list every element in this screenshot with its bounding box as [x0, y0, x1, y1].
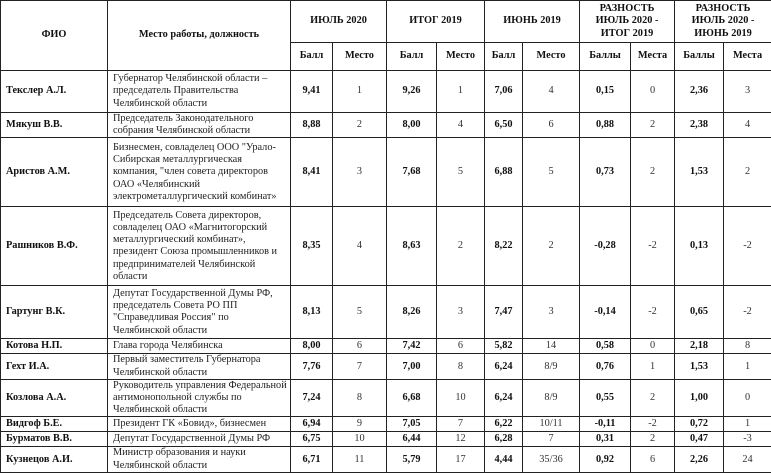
person-position: Первый заместитель Губернатора Челябинской области [108, 354, 291, 379]
table-row [1, 432, 771, 447]
total-2019-score: 7,05 [387, 417, 437, 432]
table-row [1, 379, 771, 417]
diff-total-rank: 0 [631, 71, 675, 113]
diff-total-rank: 1 [631, 354, 675, 379]
june-2019-rank: 7 [523, 432, 580, 447]
person-name: Котова Н.П. [1, 339, 108, 354]
diff-total-rank: 6 [631, 447, 675, 472]
table-row [1, 354, 771, 379]
table-row [1, 447, 771, 472]
diff-total-score: -0,11 [580, 417, 631, 432]
diff-june-rank: -2 [724, 286, 771, 339]
june-2019-rank: 14 [523, 339, 580, 354]
diff-june-rank: 2 [724, 138, 771, 207]
diff-total-score: 0,58 [580, 339, 631, 354]
table-row [1, 71, 771, 113]
diff-june-rank: 1 [724, 354, 771, 379]
june-2019-score: 5,82 [485, 339, 523, 354]
diff-june-score: 0,65 [675, 286, 724, 339]
table-body [1, 71, 771, 473]
june-2019-score: 7,06 [485, 71, 523, 113]
subheader-cell: Места [724, 43, 771, 71]
person-name: Видгоф Б.Е. [1, 417, 108, 432]
diff-june-rank: -3 [724, 432, 771, 447]
person-name: Гартунг В.К. [1, 286, 108, 339]
person-name: Кузнецов А.И. [1, 447, 108, 472]
diff-june-score: 1,53 [675, 138, 724, 207]
june-2019-score: 4,44 [485, 447, 523, 472]
diff-june-rank: 3 [724, 71, 771, 113]
june-2019-rank: 10/11 [523, 417, 580, 432]
total-2019-score: 6,68 [387, 379, 437, 417]
diff-june-rank: 0 [724, 379, 771, 417]
subheader-cell: Балл [387, 43, 437, 71]
person-position: Депутат Государственной Думы РФ, председатель Совета РО ПП "Справедливая Россия" по Челябинской области [108, 286, 291, 339]
subheader-cell: Балл [291, 43, 333, 71]
diff-total-score: 0,55 [580, 379, 631, 417]
diff-total-score: 0,76 [580, 354, 631, 379]
total-2019-rank: 2 [437, 207, 485, 286]
person-position: Министр образования и науки Челябинской области [108, 447, 291, 472]
table-row [1, 138, 771, 207]
person-name: Козлова А.А. [1, 379, 108, 417]
total-2019-rank: 17 [437, 447, 485, 472]
subheader-cell: Место [333, 43, 387, 71]
diff-june-score: 0,47 [675, 432, 724, 447]
subheader-cell: Балл [485, 43, 523, 71]
subheader-cell: Место [523, 43, 580, 71]
june-2019-rank: 8/9 [523, 379, 580, 417]
person-position: Бизнесмен, совладелец ООО "Урало-Сибирская металлургическая компания, "член совета директоров ОАО «Челябинский электрометаллургический комбинат» [108, 138, 291, 207]
july-2020-score: 7,24 [291, 379, 333, 417]
diff-june-rank: 1 [724, 417, 771, 432]
total-2019-rank: 10 [437, 379, 485, 417]
diff-june-rank: -2 [724, 207, 771, 286]
total-2019-rank: 8 [437, 354, 485, 379]
total-2019-score: 7,42 [387, 339, 437, 354]
total-2019-score: 8,26 [387, 286, 437, 339]
person-position: Глава города Челябинска [108, 339, 291, 354]
table-row [1, 286, 771, 339]
person-name: Аристов А.М. [1, 138, 108, 207]
diff-total-score: -0,14 [580, 286, 631, 339]
header-july-2020: ИЮЛЬ 2020 [291, 1, 387, 43]
person-name: Текслер А.Л. [1, 71, 108, 113]
person-name: Бурматов В.В. [1, 432, 108, 447]
june-2019-score: 8,22 [485, 207, 523, 286]
diff-june-score: 1,53 [675, 354, 724, 379]
june-2019-rank: 5 [523, 138, 580, 207]
header-row [1, 1, 771, 43]
diff-total-score: 0,73 [580, 138, 631, 207]
june-2019-score: 6,50 [485, 113, 523, 138]
diff-june-rank: 4 [724, 113, 771, 138]
diff-total-score: 0,92 [580, 447, 631, 472]
total-2019-score: 8,00 [387, 113, 437, 138]
diff-total-score: 0,31 [580, 432, 631, 447]
person-name: Мякуш В.В. [1, 113, 108, 138]
person-position: Председатель Совета директоров, совладелец ОАО «Магнитогорский металлургический комбинат», президент Союза промышленников и предпринимателей Челябинской области [108, 207, 291, 286]
person-name: Рашников В.Ф. [1, 207, 108, 286]
diff-june-rank: 24 [724, 447, 771, 472]
total-2019-rank: 1 [437, 71, 485, 113]
june-2019-score: 6,24 [485, 354, 523, 379]
diff-total-rank: 2 [631, 432, 675, 447]
diff-june-score: 2,18 [675, 339, 724, 354]
person-name: Гехт И.А. [1, 354, 108, 379]
total-2019-rank: 12 [437, 432, 485, 447]
diff-june-score: 2,26 [675, 447, 724, 472]
diff-total-rank: -2 [631, 417, 675, 432]
july-2020-rank: 8 [333, 379, 387, 417]
header-job: Место работы, должность [108, 1, 291, 71]
diff-total-score: 0,88 [580, 113, 631, 138]
total-2019-rank: 5 [437, 138, 485, 207]
total-2019-score: 9,26 [387, 71, 437, 113]
july-2020-score: 9,41 [291, 71, 333, 113]
june-2019-rank: 6 [523, 113, 580, 138]
july-2020-rank: 3 [333, 138, 387, 207]
subheader-cell: Баллы [580, 43, 631, 71]
subheader-cell: Место [437, 43, 485, 71]
total-2019-rank: 4 [437, 113, 485, 138]
diff-total-rank: -2 [631, 207, 675, 286]
june-2019-rank: 35/36 [523, 447, 580, 472]
diff-total-rank: 2 [631, 113, 675, 138]
june-2019-score: 6,24 [485, 379, 523, 417]
july-2020-score: 8,35 [291, 207, 333, 286]
july-2020-score: 8,13 [291, 286, 333, 339]
person-position: Губернатор Челябинской области – председатель Правительства Челябинской области [108, 71, 291, 113]
july-2020-rank: 7 [333, 354, 387, 379]
diff-total-score: -0,28 [580, 207, 631, 286]
table-row [1, 113, 771, 138]
subheader-cell: Баллы [675, 43, 724, 71]
july-2020-score: 8,00 [291, 339, 333, 354]
july-2020-score: 6,71 [291, 447, 333, 472]
july-2020-score: 7,76 [291, 354, 333, 379]
july-2020-rank: 9 [333, 417, 387, 432]
diff-total-score: 0,15 [580, 71, 631, 113]
july-2020-rank: 11 [333, 447, 387, 472]
diff-june-score: 2,36 [675, 71, 724, 113]
july-2020-rank: 6 [333, 339, 387, 354]
july-2020-rank: 10 [333, 432, 387, 447]
header-diff-total: РАЗНОСТЬ ИЮЛЬ 2020 - ИТОГ 2019 [580, 1, 675, 43]
diff-total-rank: -2 [631, 286, 675, 339]
july-2020-score: 8,88 [291, 113, 333, 138]
june-2019-rank: 3 [523, 286, 580, 339]
june-2019-rank: 2 [523, 207, 580, 286]
diff-total-rank: 2 [631, 138, 675, 207]
diff-june-score: 0,13 [675, 207, 724, 286]
header-june-2019: ИЮНЬ 2019 [485, 1, 580, 43]
june-2019-rank: 4 [523, 71, 580, 113]
total-2019-rank: 3 [437, 286, 485, 339]
june-2019-score: 6,22 [485, 417, 523, 432]
subheader-cell: Места [631, 43, 675, 71]
july-2020-score: 6,75 [291, 432, 333, 447]
june-2019-rank: 8/9 [523, 354, 580, 379]
person-position: Депутат Государственной Думы РФ [108, 432, 291, 447]
total-2019-score: 6,44 [387, 432, 437, 447]
total-2019-score: 7,68 [387, 138, 437, 207]
diff-total-rank: 0 [631, 339, 675, 354]
diff-june-score: 2,38 [675, 113, 724, 138]
total-2019-score: 7,00 [387, 354, 437, 379]
person-position: Президент ГК «Бовид», бизнесмен [108, 417, 291, 432]
table-row [1, 417, 771, 432]
june-2019-score: 6,28 [485, 432, 523, 447]
table-row [1, 339, 771, 354]
july-2020-rank: 2 [333, 113, 387, 138]
june-2019-score: 6,88 [485, 138, 523, 207]
diff-june-score: 0,72 [675, 417, 724, 432]
june-2019-score: 7,47 [485, 286, 523, 339]
person-position: Председатель Законодательного собрания Челябинской области [108, 113, 291, 138]
july-2020-rank: 4 [333, 207, 387, 286]
person-position: Руководитель управления Федеральной антимонопольной службы по Челябинской области [108, 379, 291, 417]
july-2020-score: 8,41 [291, 138, 333, 207]
total-2019-score: 8,63 [387, 207, 437, 286]
diff-june-score: 1,00 [675, 379, 724, 417]
july-2020-score: 6,94 [291, 417, 333, 432]
header-total-2019: ИТОГ 2019 [387, 1, 485, 43]
total-2019-rank: 7 [437, 417, 485, 432]
diff-june-rank: 8 [724, 339, 771, 354]
total-2019-score: 5,79 [387, 447, 437, 472]
header-fio: ФИО [1, 1, 108, 71]
diff-total-rank: 2 [631, 379, 675, 417]
july-2020-rank: 5 [333, 286, 387, 339]
header-diff-june: РАЗНОСТЬ ИЮЛЬ 2020 - ИЮНЬ 2019 [675, 1, 771, 43]
july-2020-rank: 1 [333, 71, 387, 113]
total-2019-rank: 6 [437, 339, 485, 354]
table-row [1, 207, 771, 286]
